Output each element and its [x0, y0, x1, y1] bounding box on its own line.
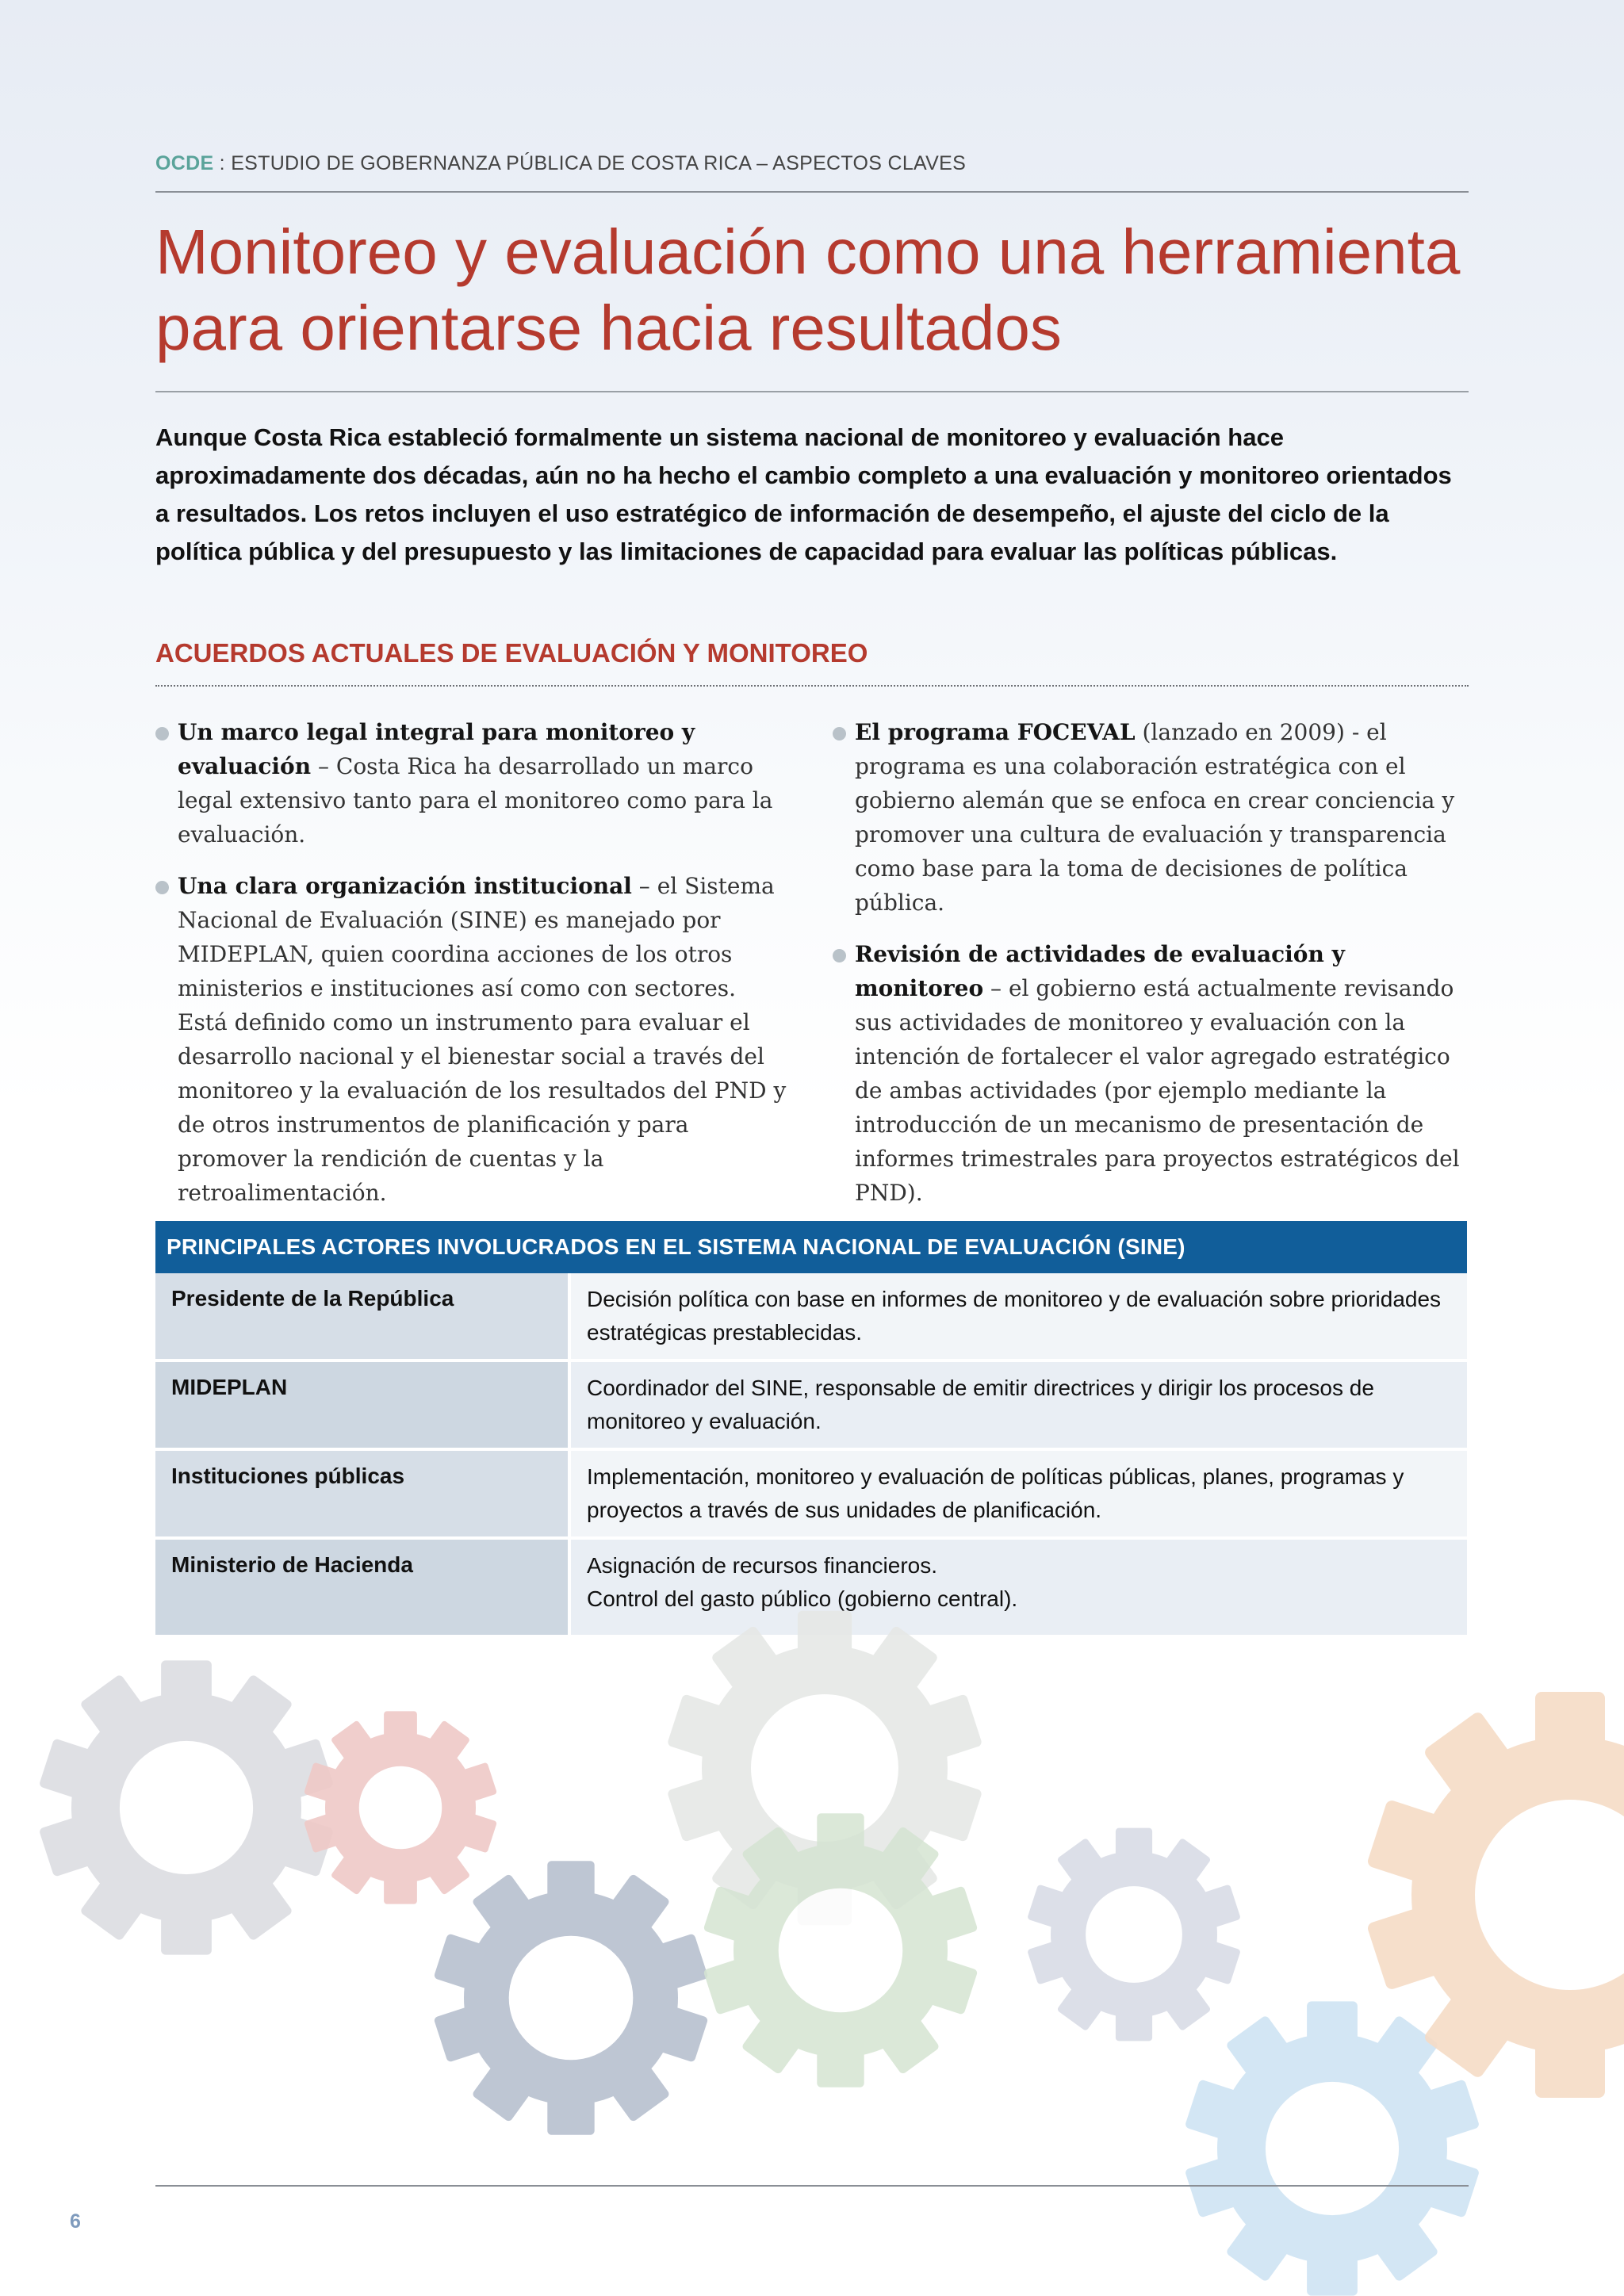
header-rule: [155, 191, 1469, 193]
bullet-item: [155, 715, 790, 851]
page-title-line-2: para orientarse hacia resultados: [155, 293, 1062, 363]
actor-cell: Ministerio de Hacienda: [155, 1540, 568, 1635]
bullets-left-column: [155, 715, 790, 1227]
bullet-text: (lanzado en 2009) - el programa es una colaboración estratégica con el gobierno alemán que se enfoca en crear conciencia y promover una cultura de evaluación y transparencia como base para la toma de decisiones de política pública.: [855, 719, 1455, 916]
bullet-text: – el gobierno está actualmente revisando sus actividades de monitoreo y evaluación con la intención de fortalecer el valor agregado estratégico de ambas actividades (por ejemplo mediante la introducción de un mecanismo de presentación de informes trimestrales para proyectos estratégicos del PND).: [855, 975, 1460, 1206]
bullet-lead: Una clara organización institucional: [178, 873, 632, 899]
bullet-text: – el Sistema Nacional de Evaluación (SINE) es manejado por MIDEPLAN, quien coordina acciones de los otros ministerios e instituciones así como con sectores. Está definido como un instrumento para evaluar el desarrollo nacional y el bienestar social a través del monitoreo y la evaluación de los resultados del PND y de otros instrumentos de planificación y para promover la rendición de cuentas y la retroalimentación.: [178, 873, 787, 1206]
bullet-text: – Costa Rica ha desarrollado un marco legal extensivo tanto para el monitoreo como para la evaluación.: [178, 753, 773, 848]
bullet-item: [155, 869, 790, 1210]
gear-icon: [1027, 1828, 1241, 2042]
bullet-lead: El programa FOCEVAL: [855, 719, 1136, 745]
role-cell: Coordinador del SINE, responsable de emitir directrices y dirigir los procesos de monitoreo y evaluación.: [571, 1362, 1467, 1448]
actor-cell: Presidente de la República: [155, 1273, 568, 1359]
header-subtitle: ESTUDIO DE GOBERNANZA PÚBLICA DE COSTA RICA – ASPECTOS CLAVES: [231, 152, 967, 174]
bullet-lead: Revisión de actividades de evaluación y monitoreo: [855, 941, 1345, 1001]
bullet-item: [833, 937, 1475, 1210]
role-line: Control del gasto público (gobierno central).: [587, 1586, 1018, 1611]
bullets-right-column: [833, 715, 1475, 1227]
bullet-dot-icon: [155, 727, 169, 740]
role-cell: Implementación, monitoreo y evaluación de políticas públicas, planes, programas y proyectos a través de sus unidades de planificación.: [571, 1451, 1467, 1536]
page-number: 6: [70, 2210, 81, 2233]
table-header: PRINCIPALES ACTORES INVOLUCRADOS EN EL SISTEMA NACIONAL DE EVALUACIÓN (SINE): [155, 1221, 1467, 1273]
title-rule: [155, 391, 1469, 392]
table-row: [155, 1362, 1467, 1448]
footer-rule: [155, 2185, 1469, 2187]
bullet-dot-icon: [155, 881, 169, 894]
bullet-dot-icon: [833, 727, 846, 740]
bullet-lead: Un marco legal integral para monitoreo y evaluación: [178, 719, 695, 779]
page-title: [155, 214, 1503, 366]
section-heading: ACUERDOS ACTUALES DE EVALUACIÓN Y MONITOREO: [155, 638, 868, 668]
header-separator: :: [213, 152, 232, 174]
page-title-line-1: Monitoreo y evaluación como una herramienta: [155, 216, 1461, 287]
running-header: [155, 152, 1470, 175]
table-row: [155, 1273, 1467, 1359]
gear-icon: [39, 1660, 335, 1954]
table-row: [155, 1451, 1467, 1536]
actor-cell: Instituciones públicas: [155, 1451, 568, 1536]
gear-icon: [433, 1861, 708, 2135]
bullet-item: [833, 715, 1475, 920]
section-rule: [155, 685, 1469, 687]
gear-icon: [304, 1711, 497, 1904]
intro-paragraph: Aunque Costa Rica estableció formalmente un sistema nacional de monitoreo y evaluación hace aproximadamente dos décadas, aún no ha hecho el cambio completo a una evaluación y monitoreo orientados a resultados. Los retos incluyen el uso estratégico de información de desempeño, el ajuste del ciclo de la política pública y del presupuesto y las limitaciones de capacidad para evaluar las políticas públicas.: [155, 423, 1452, 565]
role-cell: Decisión política con base en informes de monitoreo y de evaluación sobre prioridades estratégicas prestablecidas.: [571, 1273, 1467, 1359]
role-line: Asignación de recursos financieros.: [587, 1553, 938, 1578]
gear-icon: [703, 1813, 978, 2087]
brand-label: OCDE: [155, 152, 214, 174]
gears-decoration: [0, 1570, 1624, 2296]
bullet-dot-icon: [833, 949, 846, 962]
actor-cell: MIDEPLAN: [155, 1362, 568, 1448]
